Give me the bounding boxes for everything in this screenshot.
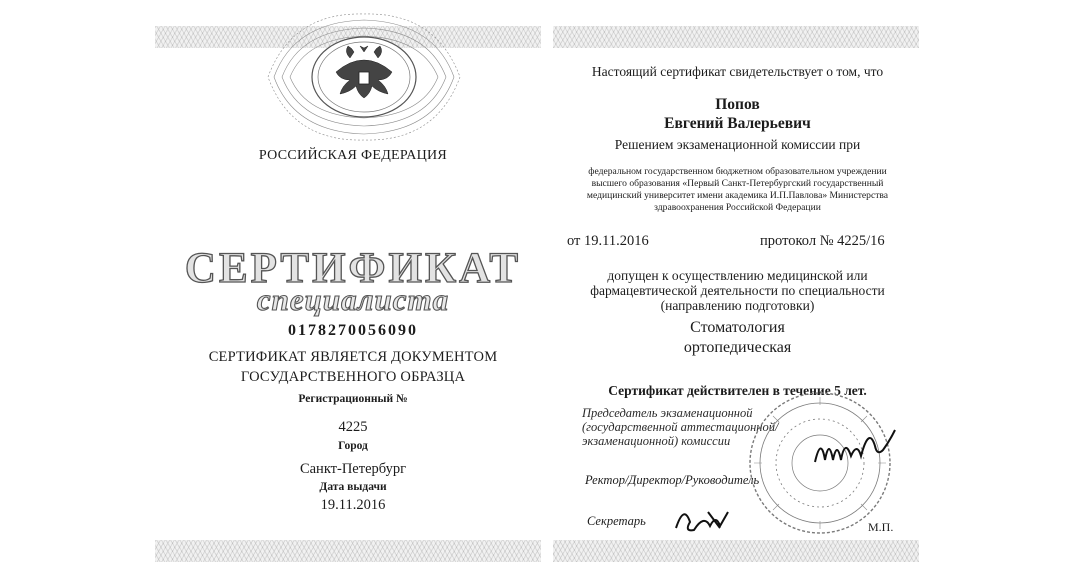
organization-block xyxy=(555,166,920,214)
certificate-subtitle: специалиста xyxy=(256,282,450,317)
admitted-line: (направлению подготовки) xyxy=(660,298,815,313)
protocol-number: протокол № 4225/16 xyxy=(760,233,885,249)
chair-line: (государственной аттестационной/ xyxy=(582,420,779,434)
certificate-number: 0178270056090 xyxy=(288,322,418,339)
organization-line: медицинский университет имени академика И.П.Павлова» Министерства xyxy=(586,190,889,201)
registration-number: 4225 xyxy=(338,419,368,435)
guilloche-band-bottom-right xyxy=(553,540,919,562)
rector-label: Ректор/Директор/Руководитель xyxy=(585,473,760,487)
document-status-line-2: ГОСУДАРСТВЕННОГО ОБРАЗЦА xyxy=(240,369,466,385)
specialty-line: ортопедическая xyxy=(683,339,792,356)
chair-line: Председатель экзаменационной xyxy=(582,406,753,420)
holder-surname: Попов xyxy=(715,96,760,113)
decision-text: Решением экзаменационной комиссии при xyxy=(614,137,861,152)
holder-name: Евгений Валерьевич xyxy=(664,115,811,132)
stamp-place-label: М.П. xyxy=(868,520,894,534)
guilloche-band-bottom-left xyxy=(155,540,541,562)
organization-line: федеральном государственном бюджетном образовательном учреждении xyxy=(588,166,887,177)
document-status-line-1: СЕРТИФИКАТ ЯВЛЯЕТСЯ ДОКУМЕНТОМ xyxy=(208,349,498,365)
intro-text: Настоящий сертификат свидетельствует о том, что xyxy=(591,64,884,79)
chair-line: экзаменационной) комиссии xyxy=(582,434,731,448)
issue-date-value: 19.11.2016 xyxy=(320,497,386,513)
city-label: Город xyxy=(338,440,368,452)
registration-label: Регистрационный № xyxy=(298,393,408,405)
guilloche-band-top-right xyxy=(553,26,919,48)
specialty-block xyxy=(555,318,920,358)
decision-date: от 19.11.2016 xyxy=(567,233,649,249)
admitted-block xyxy=(555,268,920,313)
validity-text: Сертификат действителен в течение 5 лет. xyxy=(608,383,867,398)
city-value: Санкт-Петербург xyxy=(299,461,407,477)
coat-of-arms-emblem xyxy=(264,12,464,142)
admitted-line: допущен к осуществлению медицинской или xyxy=(607,268,868,283)
certificate-title: СЕРТИФИКАТ xyxy=(184,245,522,292)
organization-line: здравоохранения Российской Федерации xyxy=(654,202,821,213)
country-title: РОССИЙСКАЯ ФЕДЕРАЦИЯ xyxy=(258,148,448,163)
secretary-label: Секретарь xyxy=(587,514,646,528)
organization-line: высшего образования «Первый Санкт-Петербургский государственный xyxy=(591,178,884,189)
admitted-line: фармацевтической деятельности по специальности xyxy=(590,283,885,298)
issue-date-label: Дата выдачи xyxy=(319,481,387,493)
secretary-signature xyxy=(672,498,732,542)
specialty-line: Стоматология xyxy=(690,319,785,336)
chair-signature xyxy=(810,422,900,482)
